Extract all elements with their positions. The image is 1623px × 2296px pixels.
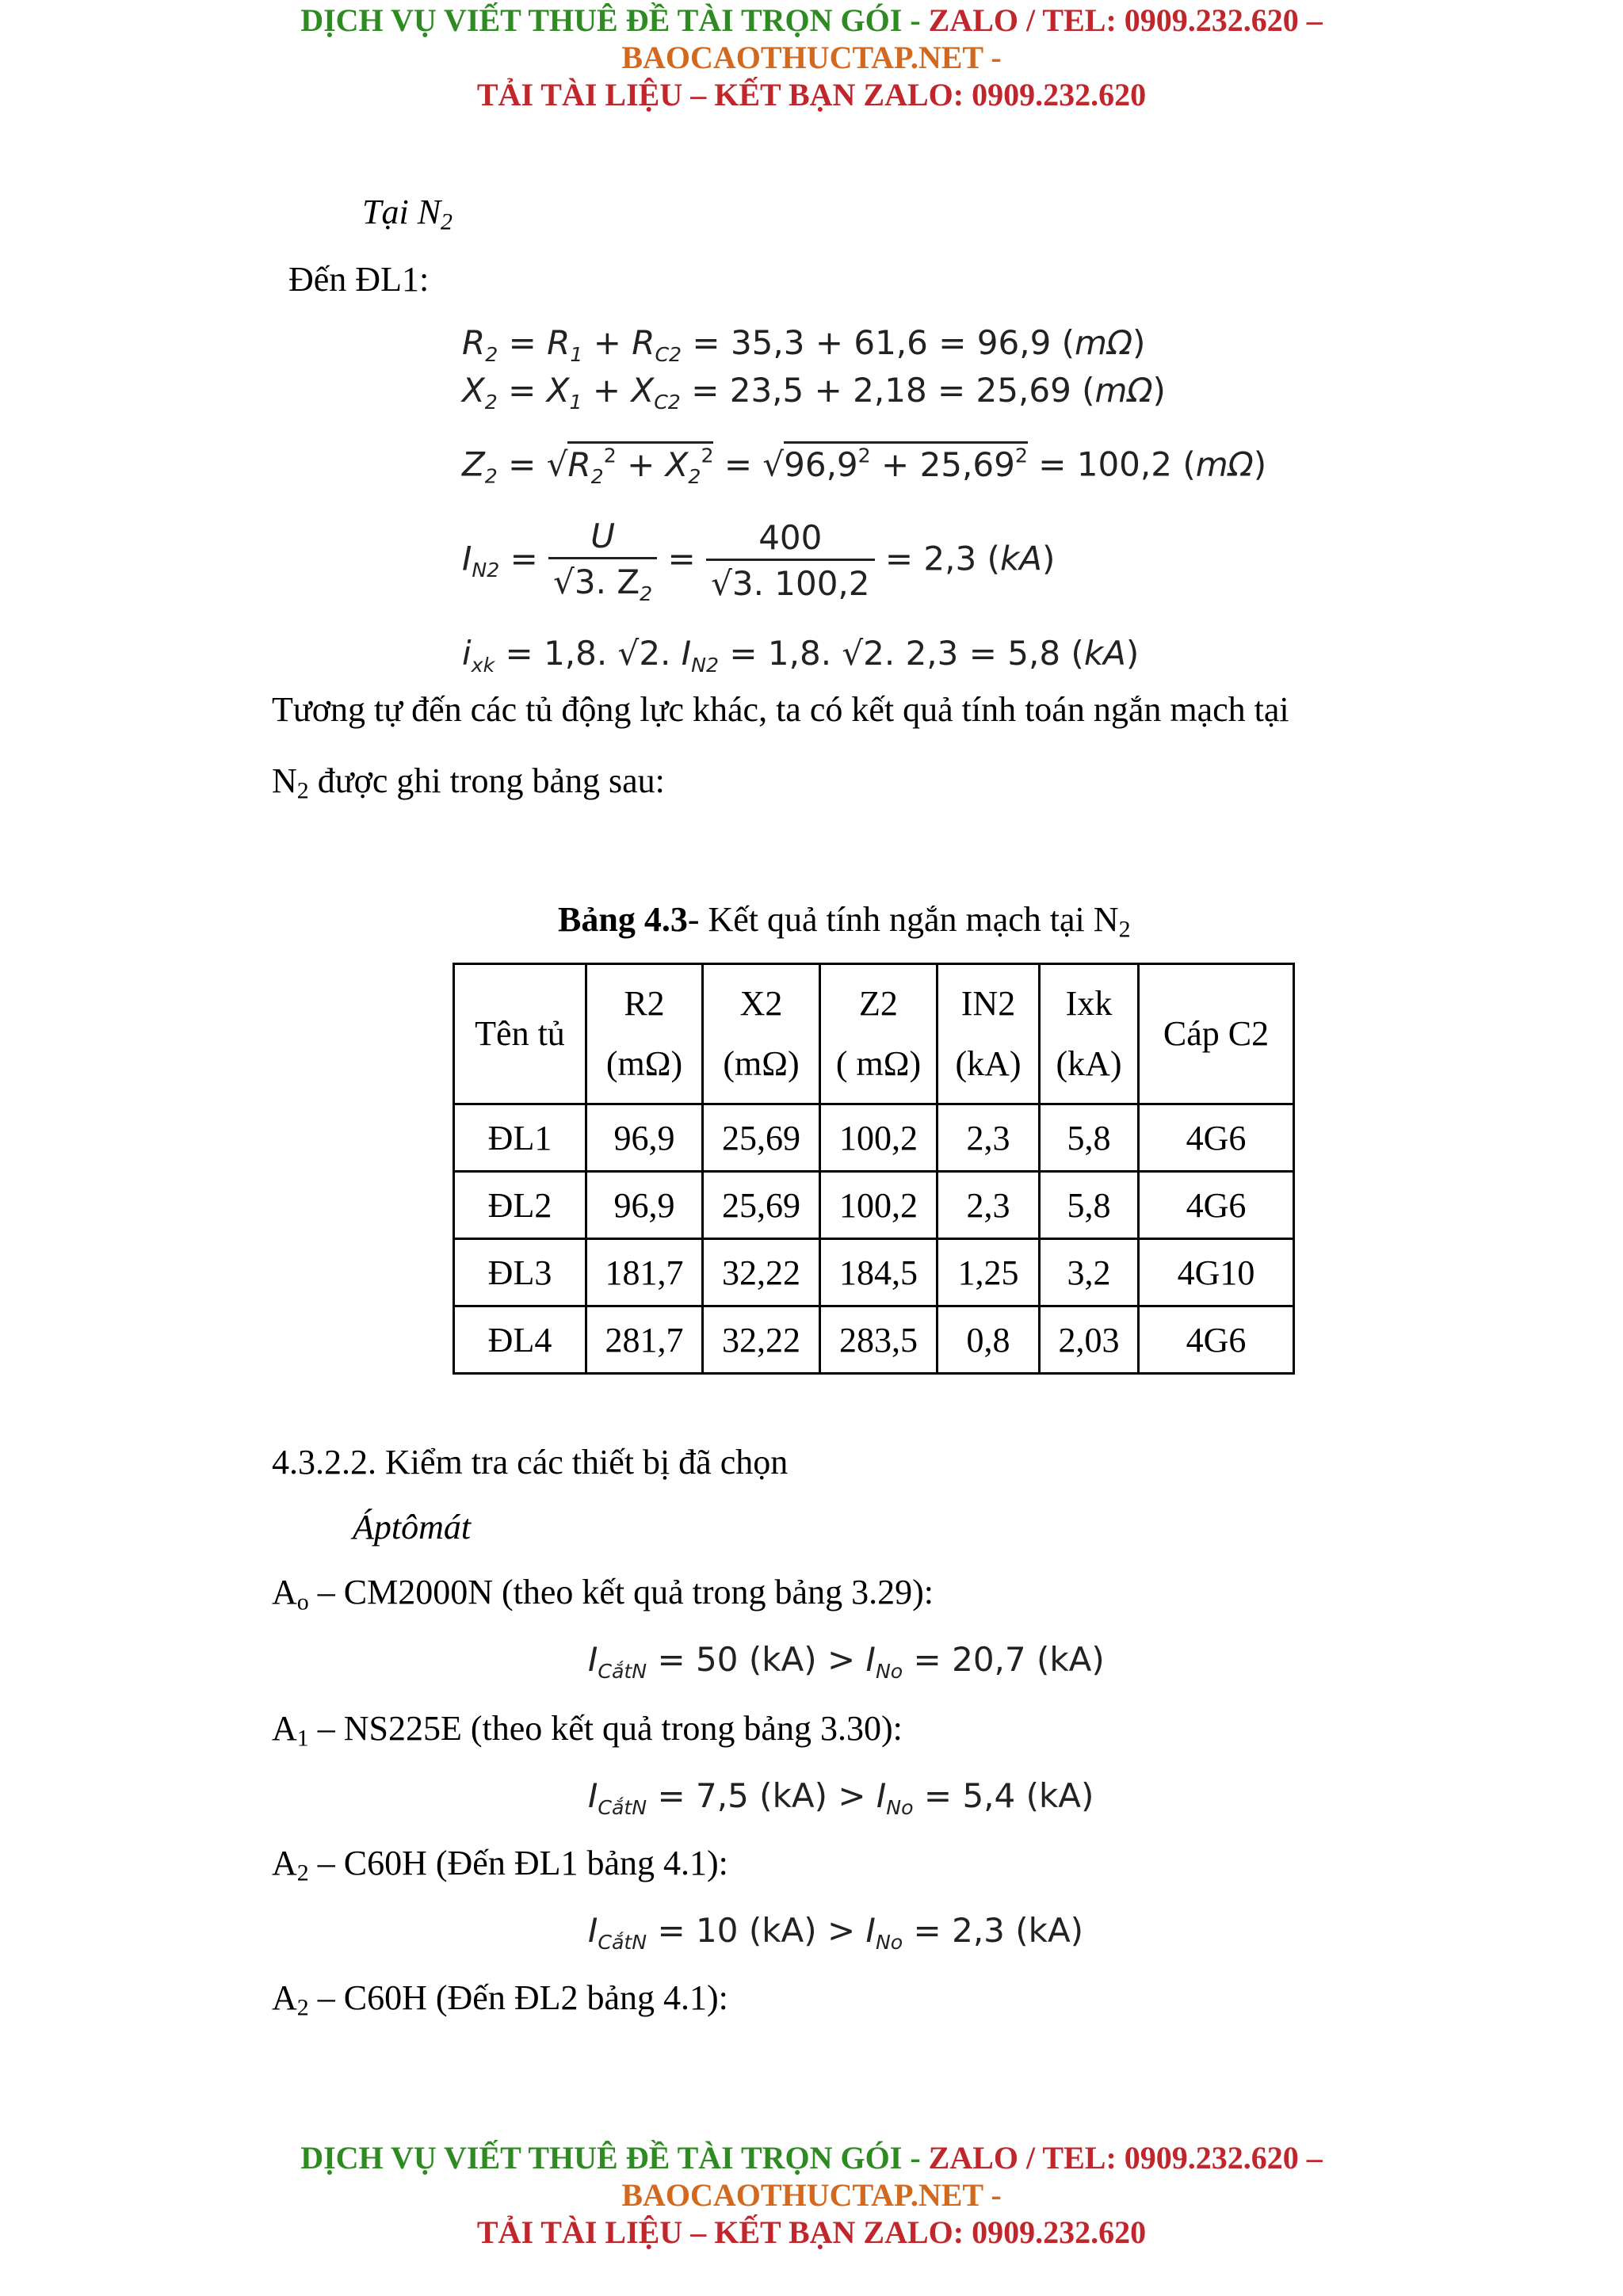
banner-service-text: DỊCH VỤ VIẾT THUÊ ĐỀ TÀI TRỌN GÓI - bbox=[300, 2, 929, 38]
check-heading: 4.3.2.2. Kiểm tra các thiết bị đã chọn bbox=[272, 1443, 789, 1482]
formula-a1: $I_{CắtN} = 7,5$ $(kA) > I_{No} = 5,4$ (kA) bbox=[588, 1776, 1094, 1819]
cell-ixk: 5,8 bbox=[1040, 1104, 1139, 1172]
cell-r2: 96,9 bbox=[586, 1172, 703, 1239]
cell-cable: 4G6 bbox=[1139, 1104, 1294, 1172]
header-ixk: Ixk (kA) bbox=[1040, 964, 1139, 1104]
cell-ixk: 2,03 bbox=[1040, 1306, 1139, 1374]
to-dl1-label: Đến ĐL1: bbox=[288, 260, 430, 299]
cell-x2: 25,69 bbox=[703, 1104, 820, 1172]
cell-name: ĐL2 bbox=[454, 1172, 586, 1239]
a2-line-dl1: $A_2 - C60H$ (Đến ĐL1 bảng 4.1): bbox=[272, 1844, 728, 1886]
a2-line-dl2: $A_2 - C60H$ (Đến ĐL2 bảng 4.1): bbox=[272, 1978, 728, 2021]
table-row bbox=[454, 1104, 1294, 1172]
paragraph-line1: Tương tự đến các tủ động lực khác, ta có kết quả tính toán ngắn mạch tại bbox=[272, 690, 1289, 729]
a1-line: $A_1 - NS225E$ (theo kết quả trong bảng 3.30): bbox=[272, 1709, 903, 1752]
cell-r2: 96,9 bbox=[586, 1104, 703, 1172]
header-name: Tên tủ bbox=[454, 964, 586, 1104]
cell-r2: 281,7 bbox=[586, 1306, 703, 1374]
cell-cable: 4G10 bbox=[1139, 1239, 1294, 1306]
cell-in2: 2,3 bbox=[938, 1104, 1040, 1172]
table-row bbox=[454, 1306, 1294, 1374]
banner-website: BAOCAOTHUCTAP.NET - bbox=[621, 2177, 1002, 2213]
cell-cable: 4G6 bbox=[1139, 1306, 1294, 1374]
aptomat-heading: Áptômát bbox=[353, 1508, 472, 1547]
cell-in2: 2,3 bbox=[938, 1172, 1040, 1239]
table-row bbox=[454, 1172, 1294, 1239]
a0-line: $A_o - CM2000N$ (theo kết quả trong bảng 3.29): bbox=[272, 1573, 934, 1615]
header-in2: IN2 (kA) bbox=[938, 964, 1040, 1104]
table-header-row bbox=[454, 964, 1294, 1104]
cell-in2: 1,25 bbox=[938, 1239, 1040, 1306]
section-heading-n2: Tại $N_2$ bbox=[362, 193, 453, 235]
banner-website: BAOCAOTHUCTAP.NET - bbox=[621, 40, 1002, 75]
banner-service-text: DỊCH VỤ VIẾT THUÊ ĐỀ TÀI TRỌN GÓI - bbox=[300, 2140, 929, 2176]
cell-name: ĐL4 bbox=[454, 1306, 586, 1374]
paragraph-line2: $N_2$ được ghi trong bảng sau: bbox=[272, 761, 665, 804]
formula-x2: $X_2 = X_1 + X_{C2} = 23,5 + 2,18 = 25,69$ (mΩ) bbox=[462, 371, 1166, 414]
banner-download-text: TẢI TÀI LIỆU – KẾT BẠN ZALO: 0909.232.620 bbox=[476, 2214, 1147, 2250]
cell-z2: 100,2 bbox=[820, 1172, 938, 1239]
cell-name: ĐL1 bbox=[454, 1104, 586, 1172]
cell-in2: 0,8 bbox=[938, 1306, 1040, 1374]
header-cable: Cáp C2 bbox=[1139, 964, 1294, 1104]
cell-name: ĐL3 bbox=[454, 1239, 586, 1306]
banner-contact-text: ZALO / TEL: 0909.232.620 – bbox=[928, 2140, 1323, 2176]
cell-z2: 283,5 bbox=[820, 1306, 938, 1374]
cell-cable: 4G6 bbox=[1139, 1172, 1294, 1239]
formula-z2: $Z_2 = √R_2^2 + X_2^2 = √96,9^2 + 25,69^2 = 100,2$ (mΩ) bbox=[462, 444, 1266, 487]
table-row bbox=[454, 1239, 1294, 1306]
short-circuit-table bbox=[453, 963, 1295, 1375]
formula-in2: $I_{N2}$ = $\frac{U}{√3. Z_2}$ = $\frac{400}{√3. 100,2}$ = 2,3 (kA) bbox=[462, 517, 1056, 605]
banner-download-text: TẢI TÀI LIỆU – KẾT BẠN ZALO: 0909.232.620 bbox=[476, 77, 1147, 113]
formula-a2: $I_{CắtN} = 10$ $(kA) > I_{No} = 2,3$ (kA) bbox=[588, 1911, 1084, 1954]
formula-a0: $I_{CắtN} = 50$ $(kA) > I_{No} = 20,7$ (kA) bbox=[588, 1640, 1105, 1683]
cell-z2: 184,5 bbox=[820, 1239, 938, 1306]
cell-ixk: 5,8 bbox=[1040, 1172, 1139, 1239]
header-banner bbox=[0, 2, 1623, 113]
header-z2: Z2 ( mΩ) bbox=[820, 964, 938, 1104]
banner-contact-text: ZALO / TEL: 0909.232.620 – bbox=[928, 2, 1323, 38]
formula-r2: $R_2 = R_1 + R_{C2} = 35,3 + 61,6 = 96,9$ (mΩ) bbox=[462, 323, 1146, 366]
header-x2: X2 (mΩ) bbox=[703, 964, 820, 1104]
formula-ixk: $i_{xk} = 1,8$. √2. $I_{N2} = 1,8$. √2. 2,3 = 5,8 (kA) bbox=[462, 634, 1140, 677]
cell-r2: 181,7 bbox=[586, 1239, 703, 1306]
cell-z2: 100,2 bbox=[820, 1104, 938, 1172]
cell-ixk: 3,2 bbox=[1040, 1239, 1139, 1306]
table-caption: Bảng 4.3- Kết quả tính ngắn mạch tại $N_2$ bbox=[558, 900, 1131, 943]
footer-banner bbox=[0, 2139, 1623, 2251]
cell-x2: 32,22 bbox=[703, 1306, 820, 1374]
cell-x2: 25,69 bbox=[703, 1172, 820, 1239]
cell-x2: 32,22 bbox=[703, 1239, 820, 1306]
header-r2: R2 (mΩ) bbox=[586, 964, 703, 1104]
